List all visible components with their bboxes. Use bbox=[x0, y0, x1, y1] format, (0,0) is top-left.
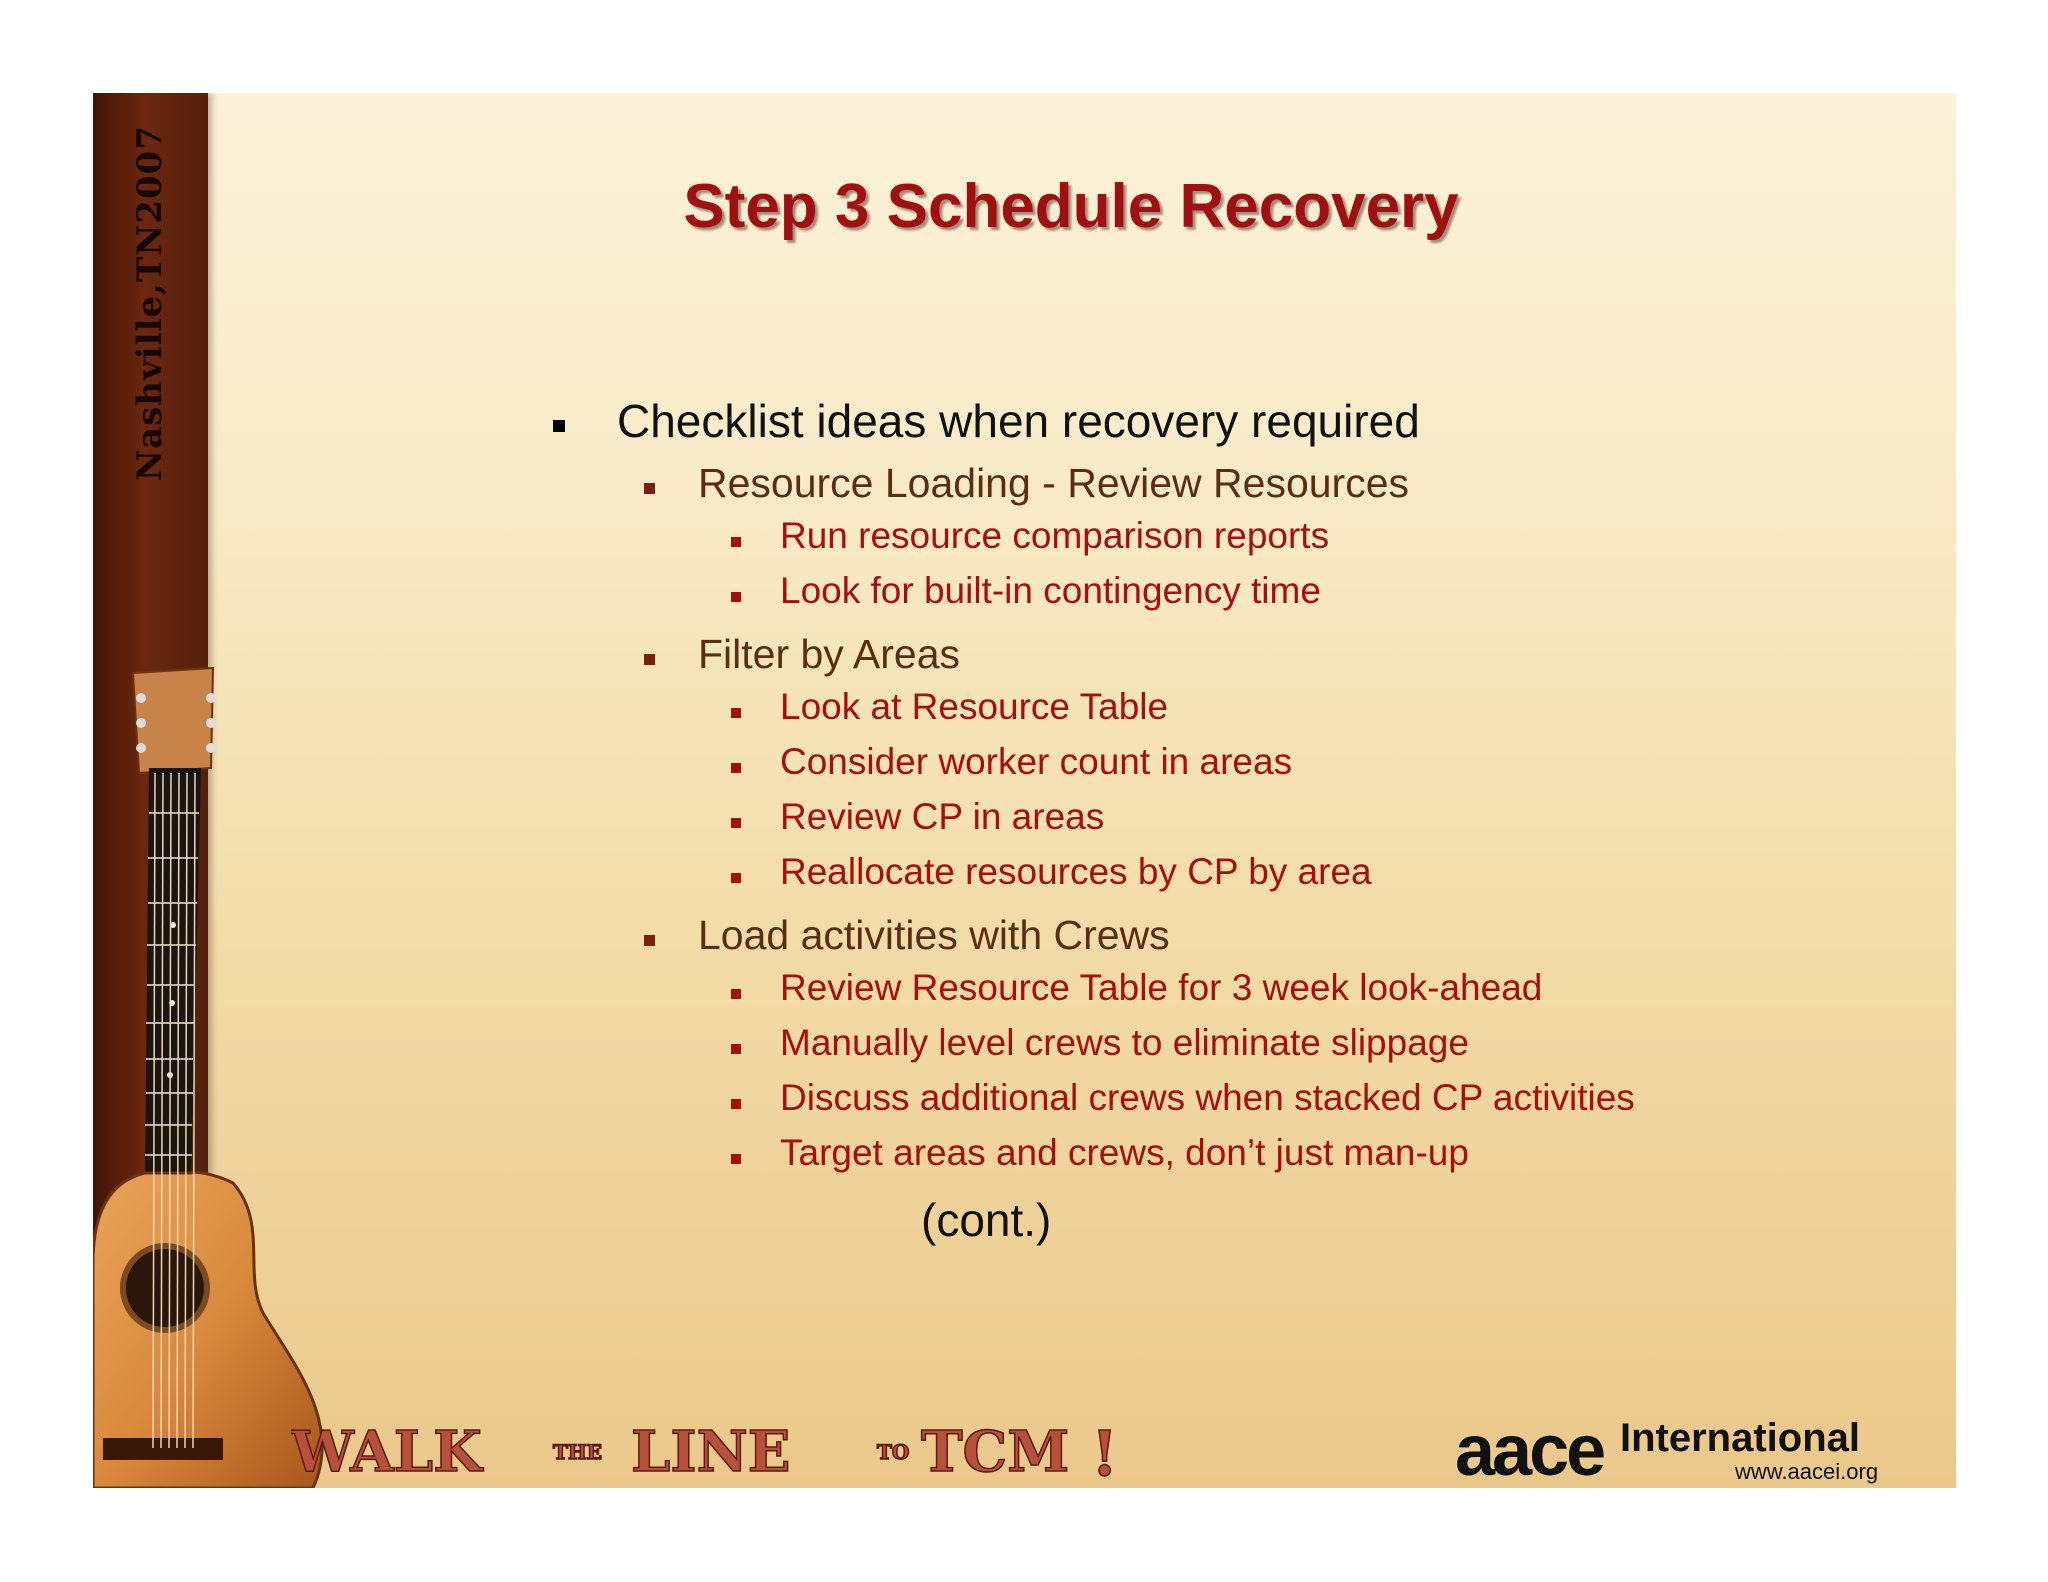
location-label: Nashville,TN2007 bbox=[130, 125, 170, 481]
outline-item-10: Load activities with Crews bbox=[698, 912, 1170, 958]
outline-item-11: Review Resource Table for 3 week look-ahead bbox=[780, 967, 1543, 1008]
banner-line: LINE bbox=[631, 1419, 791, 1481]
bullet-marker bbox=[731, 989, 741, 999]
outline-item-4: Look for built-in contingency time bbox=[780, 570, 1321, 611]
banner-to: TO bbox=[877, 1440, 910, 1464]
slide-title: Step 3 Schedule Recovery bbox=[683, 172, 1459, 241]
logo-brand: aace bbox=[1455, 1415, 1604, 1485]
bullet-marker bbox=[644, 654, 655, 665]
bullet-marker bbox=[731, 873, 741, 883]
bullet-marker bbox=[644, 483, 655, 494]
bullet-marker bbox=[731, 1154, 741, 1164]
banner-the: THE bbox=[553, 1440, 603, 1464]
outline-item-1: Checklist ideas when recovery required bbox=[617, 395, 1420, 447]
bullet-marker bbox=[731, 592, 741, 602]
bullet-marker bbox=[644, 935, 655, 946]
logo-name: International bbox=[1620, 1416, 1861, 1460]
outline-item-9: Reallocate resources by CP by area bbox=[780, 851, 1372, 892]
banner-tcm: TCM bbox=[921, 1419, 1070, 1481]
bullet-marker bbox=[731, 1099, 741, 1109]
banner-exclaim: ! bbox=[1091, 1419, 1119, 1481]
bullet-marker bbox=[553, 420, 565, 432]
outline-item-5: Filter by Areas bbox=[698, 631, 961, 677]
bullet-marker bbox=[731, 763, 741, 773]
outline-item-7: Consider worker count in areas bbox=[780, 741, 1293, 782]
bullet-marker bbox=[731, 1044, 741, 1054]
bullet-marker bbox=[731, 818, 741, 828]
continued-label: (cont.) bbox=[921, 1194, 1052, 1246]
outline-item-14: Target areas and crews, don’t just man-up bbox=[780, 1132, 1469, 1173]
bullet-marker bbox=[731, 708, 741, 718]
slide bbox=[93, 93, 1956, 1488]
outline-item-2: Resource Loading - Review Resources bbox=[698, 460, 1410, 506]
bullet-outline bbox=[93, 93, 1956, 1488]
bullet-marker bbox=[731, 537, 741, 547]
outline-item-8: Review CP in areas bbox=[780, 796, 1105, 837]
outline-item-12: Manually level crews to eliminate slippage bbox=[780, 1022, 1469, 1063]
walk-the-line-banner bbox=[291, 1419, 1191, 1481]
banner-walk: WALK bbox=[291, 1419, 482, 1481]
outline-item-13: Discuss additional crews when stacked CP activities bbox=[780, 1077, 1635, 1118]
outline-item-3: Run resource comparison reports bbox=[780, 515, 1330, 556]
logo-url: www.aacei.org bbox=[1735, 1459, 1879, 1484]
aace-international-logo bbox=[1455, 1415, 1945, 1485]
outline-item-6: Look at Resource Table bbox=[780, 686, 1169, 727]
